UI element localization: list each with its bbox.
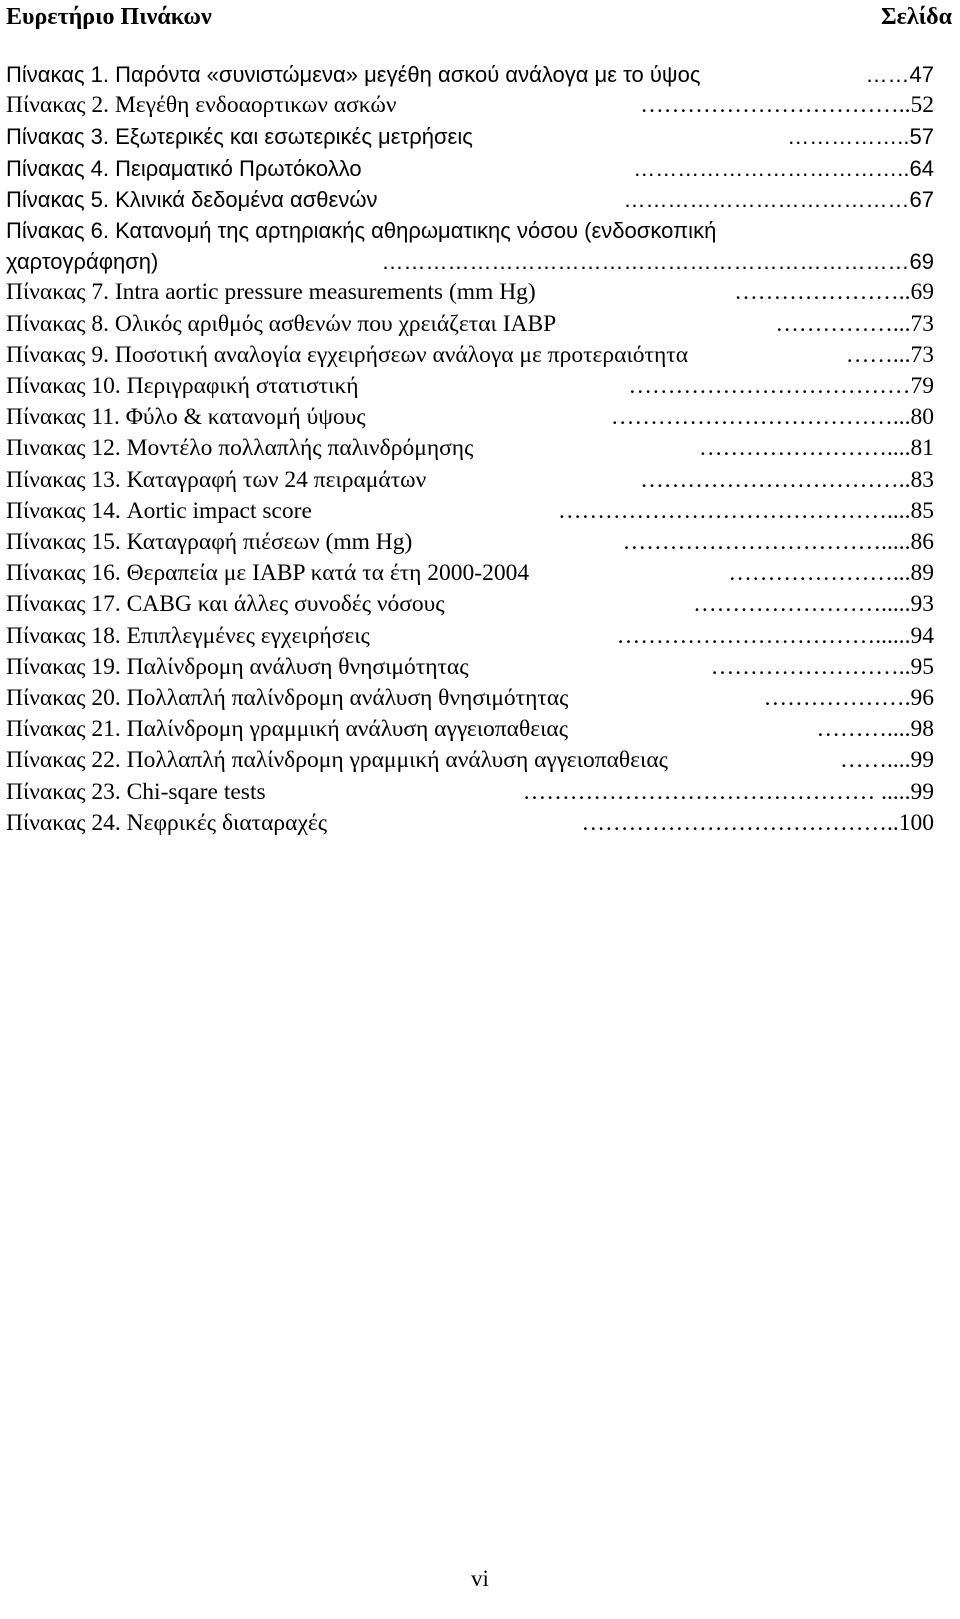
toc-entry-label: Πίνακας 8. Ολικός αριθμός ασθενών που χρειάζεται IABP bbox=[6, 310, 557, 337]
toc-entry-label: Πίνακας 15. Καταγραφή πιέσεων (mm Hg) bbox=[6, 529, 413, 556]
page-column-label: Σελίδα bbox=[880, 3, 952, 30]
toc-entry bbox=[6, 59, 934, 90]
toc-entry-page-number: 85 bbox=[910, 497, 934, 524]
toc-entry bbox=[6, 621, 934, 652]
toc-entry-row bbox=[6, 90, 934, 121]
toc-entry bbox=[6, 652, 934, 683]
toc-entry-page-number: 73 bbox=[910, 310, 934, 337]
toc-entry-label-line1: Πίνακας 6. Κατανομή της αρτηριακής αθηρωματικης νόσου (ενδοσκοπική bbox=[6, 218, 717, 244]
toc-entry-label: Πίνακας 2. Μεγέθη ενδοαορτικων ασκών bbox=[6, 92, 397, 119]
toc-entry bbox=[6, 371, 934, 402]
toc-entry-page-number: 96 bbox=[910, 685, 934, 712]
toc-entry-leader: ………………. bbox=[763, 685, 911, 712]
toc-entry-page-number: 57 bbox=[909, 124, 934, 150]
toc-entry-label: Πίνακας 17. CABG και άλλες συνοδές νόσους bbox=[6, 591, 445, 618]
toc-entry-leader: ……………………………… bbox=[628, 373, 911, 400]
toc-entry-leader: …… bbox=[865, 62, 910, 87]
toc-entry-page-number: 79 bbox=[910, 373, 934, 400]
toc-entry-label: Πίνακας 1. Παρόντα «συνιστώμενα» μεγέθη ασκού ανάλογα με το ύψος bbox=[6, 62, 701, 87]
toc-entry-label: Πίνακας 5. Κλινικά δεδομένα ασθενών bbox=[6, 186, 378, 212]
toc-entry-page-number: 83 bbox=[910, 466, 934, 493]
toc-entry-leader: ………………………………… bbox=[623, 186, 910, 212]
toc-entry-leader: ……………………………….. bbox=[633, 155, 910, 181]
toc-entry-row bbox=[6, 402, 934, 433]
toc-entry-label: Πίνακας 9. Ποσοτική αναλογία εγχειρήσεων ανάλογα με προτεραιότητα bbox=[6, 341, 689, 368]
toc-entry-row bbox=[6, 184, 934, 215]
toc-entry-leader: …….... bbox=[840, 747, 911, 774]
index-header bbox=[6, 0, 952, 34]
toc-entry bbox=[6, 745, 934, 776]
toc-entry-leader: ………………………………….. bbox=[581, 809, 899, 836]
toc-entry-leader: ……………………………………… ..... bbox=[522, 778, 911, 805]
toc-entry-page-number: 94 bbox=[910, 622, 934, 649]
toc-entry-page-number: 86 bbox=[910, 529, 934, 556]
toc-entry-page-number: 89 bbox=[910, 560, 934, 587]
toc-entry bbox=[6, 808, 934, 839]
toc-entry-row bbox=[6, 246, 934, 277]
toc-entry-page-number: 81 bbox=[910, 435, 934, 462]
toc-entry-row bbox=[6, 745, 934, 776]
toc-entry bbox=[6, 527, 934, 558]
toc-entry-label: Πινακας 12. Μοντέλο πολλαπλής παλινδρόμησης bbox=[6, 435, 474, 462]
toc-entry bbox=[6, 340, 934, 371]
toc-entry-leader: …………………………….. bbox=[640, 92, 911, 119]
toc-entry bbox=[6, 714, 934, 745]
toc-entry bbox=[6, 777, 934, 808]
toc-entry-row bbox=[6, 652, 934, 683]
toc-entry-row bbox=[6, 277, 934, 308]
toc-entry-label: Πίνακας 19. Παλίνδρομη ανάλυση θνησιμότητας bbox=[6, 653, 469, 680]
toc-entry-row bbox=[6, 496, 934, 527]
toc-entry-row bbox=[6, 621, 934, 652]
toc-entry-row bbox=[6, 589, 934, 620]
toc-entry-leader: …………………….. bbox=[710, 653, 911, 680]
toc-entry-leader: ……….... bbox=[816, 716, 911, 743]
toc-entry-label: Πίνακας 18. Επιπλεγμένες εγχειρήσεις bbox=[6, 622, 370, 649]
toc-entry-page-number: 52 bbox=[910, 92, 934, 119]
toc-entry-row bbox=[6, 683, 934, 714]
toc-entry-leader: ……………………..... bbox=[693, 591, 911, 618]
toc-entry-label: Πίνακας 22. Πολλαπλή παλίνδρομη γραμμική ανάλυση αγγειοπαθειας bbox=[6, 747, 668, 774]
toc-entry-page-number: 69 bbox=[909, 249, 934, 275]
toc-entry-label: Πίνακας 16. Θεραπεία με IABP κατά τα έτη 2000-2004 bbox=[6, 560, 530, 587]
toc-entry bbox=[6, 465, 934, 496]
toc-entry-row bbox=[6, 433, 934, 464]
toc-entry-page-number: 99 bbox=[910, 747, 934, 774]
toc-entry bbox=[6, 121, 934, 152]
toc-entry-page-number: 98 bbox=[910, 716, 934, 743]
toc-entry-row bbox=[6, 777, 934, 808]
toc-entry-row bbox=[6, 465, 934, 496]
toc-entry bbox=[6, 589, 934, 620]
toc-entry-label: Πίνακας 23. Chi-sqare tests bbox=[6, 778, 266, 805]
toc-entry-leader: ……………………………..... bbox=[622, 529, 911, 556]
toc-entry-row bbox=[6, 121, 934, 152]
toc-entry-row bbox=[6, 340, 934, 371]
toc-entry-page-number: 73 bbox=[910, 341, 934, 368]
toc-entry-label: Πίνακας 10. Περιγραφική στατιστική bbox=[6, 373, 359, 400]
toc-entry-leader: ……………………………………………………………… bbox=[381, 249, 910, 275]
table-index-list bbox=[6, 59, 934, 839]
toc-entry-page-number: 95 bbox=[910, 653, 934, 680]
toc-entry-label: Πίνακας 21. Παλίνδρομη γραμμική ανάλυση αγγειοπαθειας bbox=[6, 716, 569, 743]
toc-entry bbox=[6, 215, 934, 277]
toc-entry-leader: ……………………………...... bbox=[616, 622, 911, 649]
toc-entry-label: Πίνακας 13. Καταγραφή των 24 πειραμάτων bbox=[6, 466, 427, 493]
toc-entry-page-number: 47 bbox=[909, 62, 934, 87]
toc-entry-label: Πίνακας 11. Φύλο & κατανομή ύψους bbox=[6, 404, 366, 431]
toc-entry-row bbox=[6, 371, 934, 402]
toc-entry-leader: …………………….... bbox=[699, 435, 911, 462]
toc-entry-page-number: 67 bbox=[909, 186, 934, 212]
toc-entry-row bbox=[6, 59, 934, 90]
toc-entry-leader: …………………………….. bbox=[640, 466, 911, 493]
toc-entry-leader: ………………….. bbox=[734, 279, 911, 306]
toc-entry bbox=[6, 683, 934, 714]
toc-entry-leader: ……... bbox=[845, 341, 911, 368]
toc-entry bbox=[6, 90, 934, 121]
toc-entry-page-number: 99 bbox=[910, 778, 934, 805]
toc-entry bbox=[6, 433, 934, 464]
toc-entry-page-number: 93 bbox=[910, 591, 934, 618]
toc-entry bbox=[6, 309, 934, 340]
toc-entry-row bbox=[6, 808, 934, 839]
toc-entry-label: Πίνακας 24. Νεφρικές διαταραχές bbox=[6, 809, 328, 836]
toc-entry-page-number: 64 bbox=[909, 155, 934, 181]
toc-entry bbox=[6, 184, 934, 215]
toc-entry-page-number: 69 bbox=[910, 279, 934, 306]
toc-entry-label: Πίνακας 3. Εξωτερικές και εσωτερικές μετρήσεις bbox=[6, 124, 473, 150]
toc-entry-label: Πίνακας 20. Πολλαπλή παλίνδρομη ανάλυση θνησιμότητας bbox=[6, 685, 569, 712]
index-title: Ευρετήριο Πινάκων bbox=[6, 3, 212, 30]
toc-entry bbox=[6, 496, 934, 527]
toc-entry-leader: ………………………………... bbox=[610, 404, 911, 431]
toc-entry bbox=[6, 277, 934, 308]
toc-entry-row bbox=[6, 309, 934, 340]
toc-entry-label: χαρτογράφηση) bbox=[6, 249, 159, 275]
toc-entry-leader: …………………………………….... bbox=[558, 497, 911, 524]
toc-entry-page-number: 100 bbox=[898, 809, 934, 836]
toc-entry bbox=[6, 153, 934, 184]
page-number-footer: vi bbox=[471, 1566, 489, 1591]
toc-entry bbox=[6, 402, 934, 433]
toc-entry-leader: …………….. bbox=[787, 124, 910, 150]
toc-entry-label: Πίνακας 7. Intra aortic pressure measurements (mm Hg) bbox=[6, 279, 536, 306]
toc-entry-row bbox=[6, 527, 934, 558]
toc-entry bbox=[6, 558, 934, 589]
toc-entry-row bbox=[6, 558, 934, 589]
toc-entry-page-number: 80 bbox=[910, 404, 934, 431]
toc-entry-label: Πίνακας 4. Πειραματικό Πρωτόκολλο bbox=[6, 155, 362, 181]
toc-entry-leader: ……………... bbox=[775, 310, 911, 337]
toc-entry-row bbox=[6, 714, 934, 745]
toc-entry-label: Πίνακας 14. Aortic impact score bbox=[6, 497, 312, 524]
toc-entry-row bbox=[6, 153, 934, 184]
toc-entry-leader: …………………... bbox=[728, 560, 911, 587]
